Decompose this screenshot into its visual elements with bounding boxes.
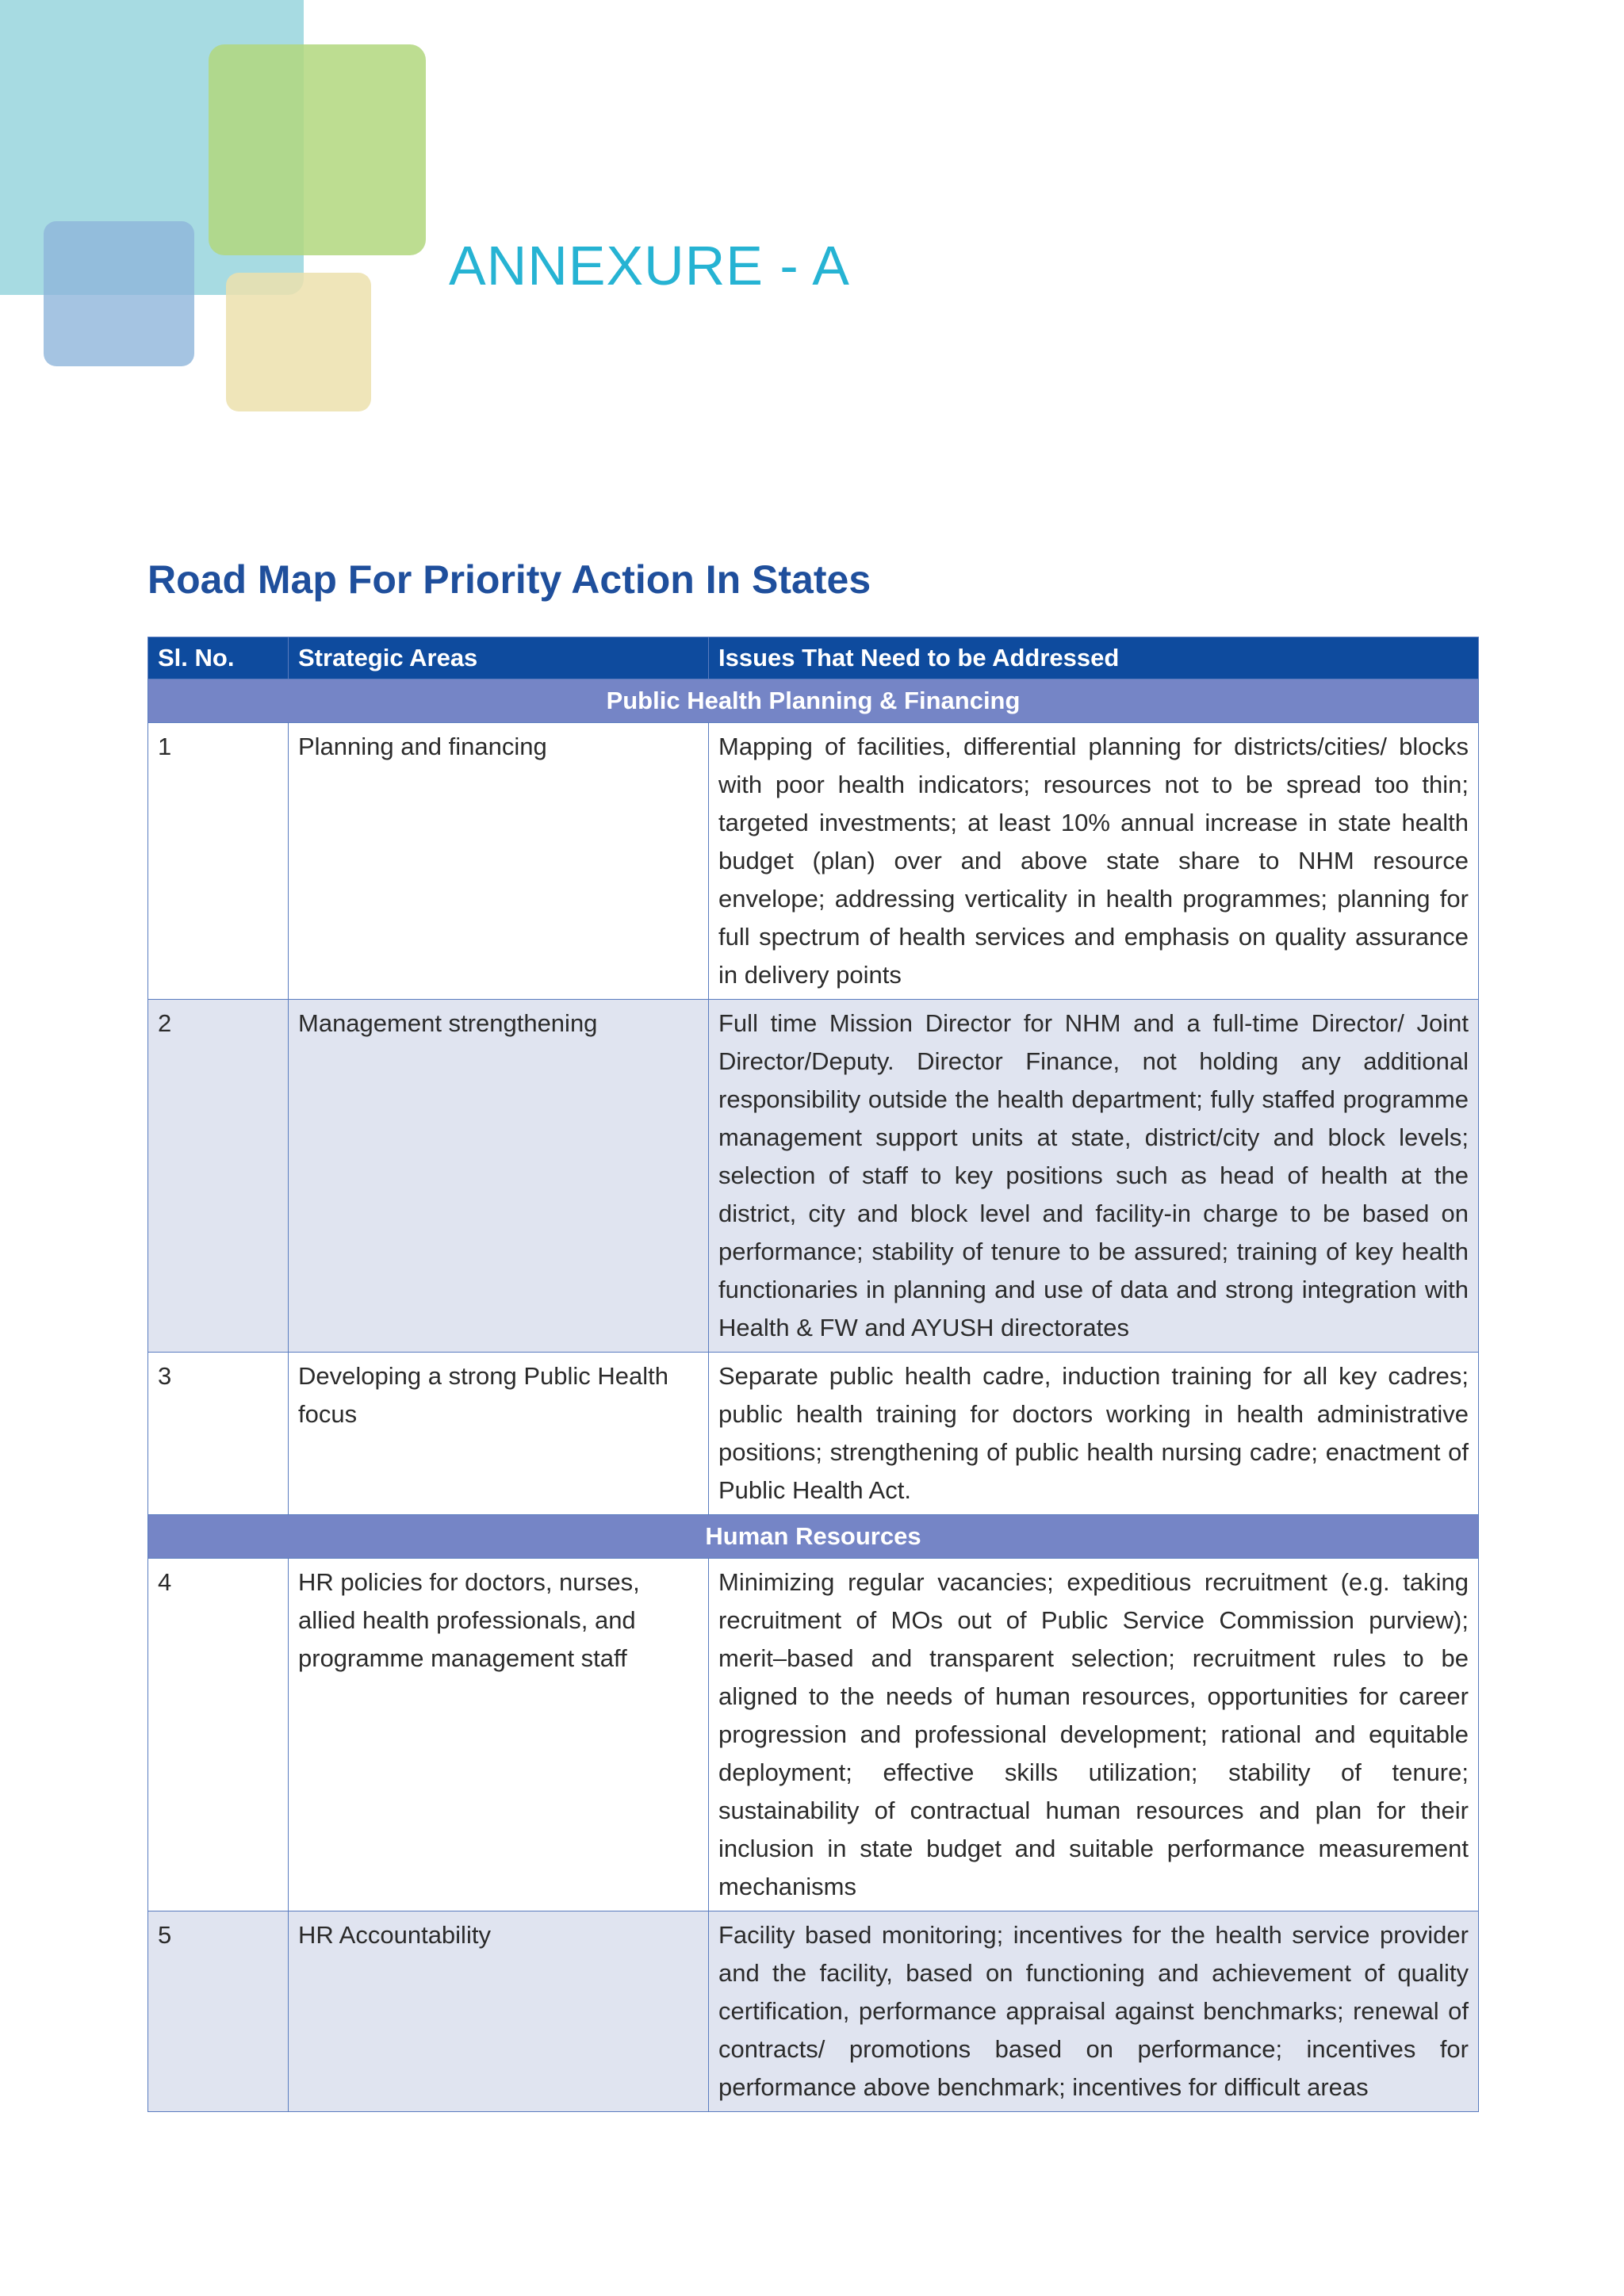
row-number: 4: [148, 1559, 289, 1911]
page-heading: Road Map For Priority Action In States: [147, 557, 871, 602]
table-row: [148, 723, 1479, 1000]
row-number: 5: [148, 1911, 289, 2112]
roadmap-table: [147, 637, 1479, 2112]
row-issues: Minimizing regular vacancies; expeditious recruitment (e.g. taking recruitment of MOs out of Public Service Commission purview); merit–based and transparent selection; recruitment rules to be aligned to the needs of human resources, opportunities for career progression and professional development; rational and equitable deployment; effective skills utilization; stability of tenure; sustainability of contractual human resources and plan for their inclusion in state budget and suitable performance measurement mechanisms: [709, 1559, 1479, 1911]
section-row: [148, 1515, 1479, 1559]
row-number: 1: [148, 723, 289, 1000]
section-row: [148, 679, 1479, 723]
row-area: HR Accountability: [289, 1911, 709, 2112]
table-header-row: [148, 637, 1479, 679]
row-issues: Facility based monitoring; incentives for the health service provider and the facility, based on functioning and achievement of quality certification, performance appraisal against benchmarks; renewal of contracts/ promotions based on performance; incentives for performance above benchmark; incentives for difficult areas: [709, 1911, 1479, 2112]
header-strategic-areas: Strategic Areas: [289, 637, 709, 679]
table-row: [148, 1559, 1479, 1911]
section-title: Human Resources: [148, 1515, 1479, 1559]
row-number: 2: [148, 1000, 289, 1353]
header-issues: Issues That Need to be Addressed: [709, 637, 1479, 679]
table-row: [148, 1000, 1479, 1353]
decorative-square-beige: [226, 273, 371, 411]
decorative-square-green: [209, 44, 426, 255]
section-title: Public Health Planning & Financing: [148, 679, 1479, 723]
table-row: [148, 1353, 1479, 1515]
row-issues: Mapping of facilities, differential planning for districts/cities/ blocks with poor health indicators; resources not to be spread too thin; targeted investments; at least 10% annual increase in state health budget (plan) over and above state share to NHM resource envelope; addressing verticality in health programmes; planning for full spectrum of health services and emphasis on quality assurance in delivery points: [709, 723, 1479, 1000]
row-issues: Separate public health cadre, induction training for all key cadres; public health training for doctors working in health administrative positions; strengthening of public health nursing cadre; enactment of Public Health Act.: [709, 1353, 1479, 1515]
table-row: [148, 1911, 1479, 2112]
row-number: 3: [148, 1353, 289, 1515]
annexure-title: ANNEXURE - A: [449, 235, 850, 297]
row-issues: Full time Mission Director for NHM and a full-time Director/ Joint Director/Deputy. Director Finance, not holding any additional responsibility outside the health department; fully staffed programme management support units at state, district/city and block levels; selection of staff to key positions such as head of health at the district, city and block level and facility-in charge to be based on performance; stability of tenure to be assured; training of key health functionaries in planning and use of data and strong integration with Health & FW and AYUSH directorates: [709, 1000, 1479, 1353]
header-sl-no: Sl. No.: [148, 637, 289, 679]
row-area: Management strengthening: [289, 1000, 709, 1353]
row-area: Developing a strong Public Health focus: [289, 1353, 709, 1515]
decorative-square-blue: [44, 221, 194, 366]
row-area: Planning and financing: [289, 723, 709, 1000]
row-area: HR policies for doctors, nurses, allied health professionals, and programme management staff: [289, 1559, 709, 1911]
